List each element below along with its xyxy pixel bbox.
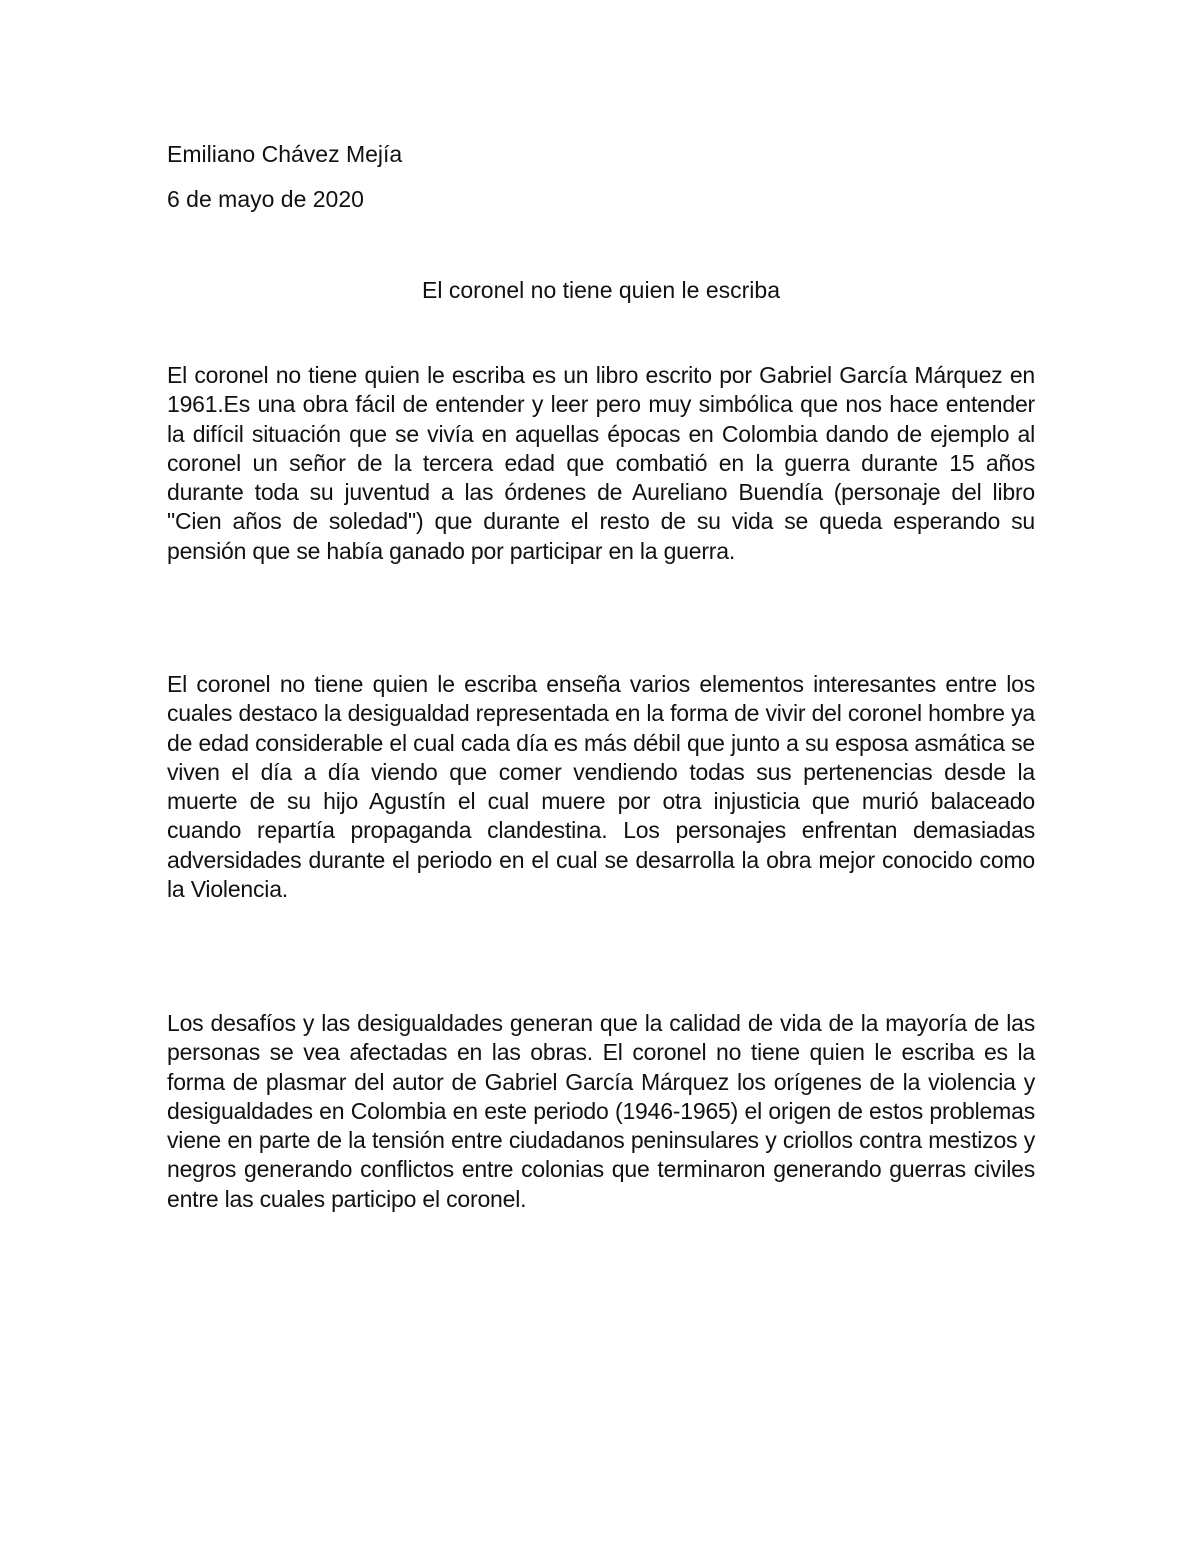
paragraph-3: Los desafíos y las desigualdades generan que la calidad de vida de la mayoría de las personas se vea afectadas en las obras. El coronel no tiene quien le escriba es la forma de plasmar del autor de Gabriel García Márquez los orígenes de la violencia y desigualdades en Colombia en este periodo (1946-1965) el origen de estos problemas viene en parte de la tensión entre ciudadanos peninsulares y criollos contra mestizos y negros generando conflictos entre colonias que terminaron generando guerras civiles entre las cuales participo el coronel.	[167, 1010, 1035, 1212]
paragraph-2: El coronel no tiene quien le escriba enseña varios elementos interesantes entre los cuales destaco la desigualdad representada en la forma de vivir del coronel hombre ya de edad considerable el cual cada día es más débil que junto a su esposa asmática se viven el día a día viendo que comer vendiendo todas sus pertenencias desde la muerte de su hijo Agustín el cual muere por otra injusticia que murió balaceado cuando repartía propaganda clandestina. Los personajes enfrentan demasiadas adversidades durante el periodo en el cual se desarrolla la obra mejor conocido como la Violencia.	[167, 671, 1035, 903]
document-title: El coronel no tiene quien le escriba	[421, 277, 780, 303]
document-date: 6 de mayo de 2020	[167, 186, 364, 212]
paragraph-1: El coronel no tiene quien le escriba es un libro escrito por Gabriel García Márquez en 1961.Es una obra fácil de entender y leer pero muy simbólica que nos hace entender la difícil situación que se vivía en aquellas épocas en Colombia dando de ejemplo al coronel un señor de la tercera edad que combatió en la guerra durante 15 años durante toda su juventud a las órdenes de Aureliano Buendía (personaje del libro "Cien años de soledad") que durante el resto de su vida se queda esperando su pensión que se había ganado por participar en la guerra.	[167, 362, 1035, 564]
author-name: Emiliano Chávez Mejía	[167, 141, 403, 167]
document-page	[167, 0, 1035, 1553]
